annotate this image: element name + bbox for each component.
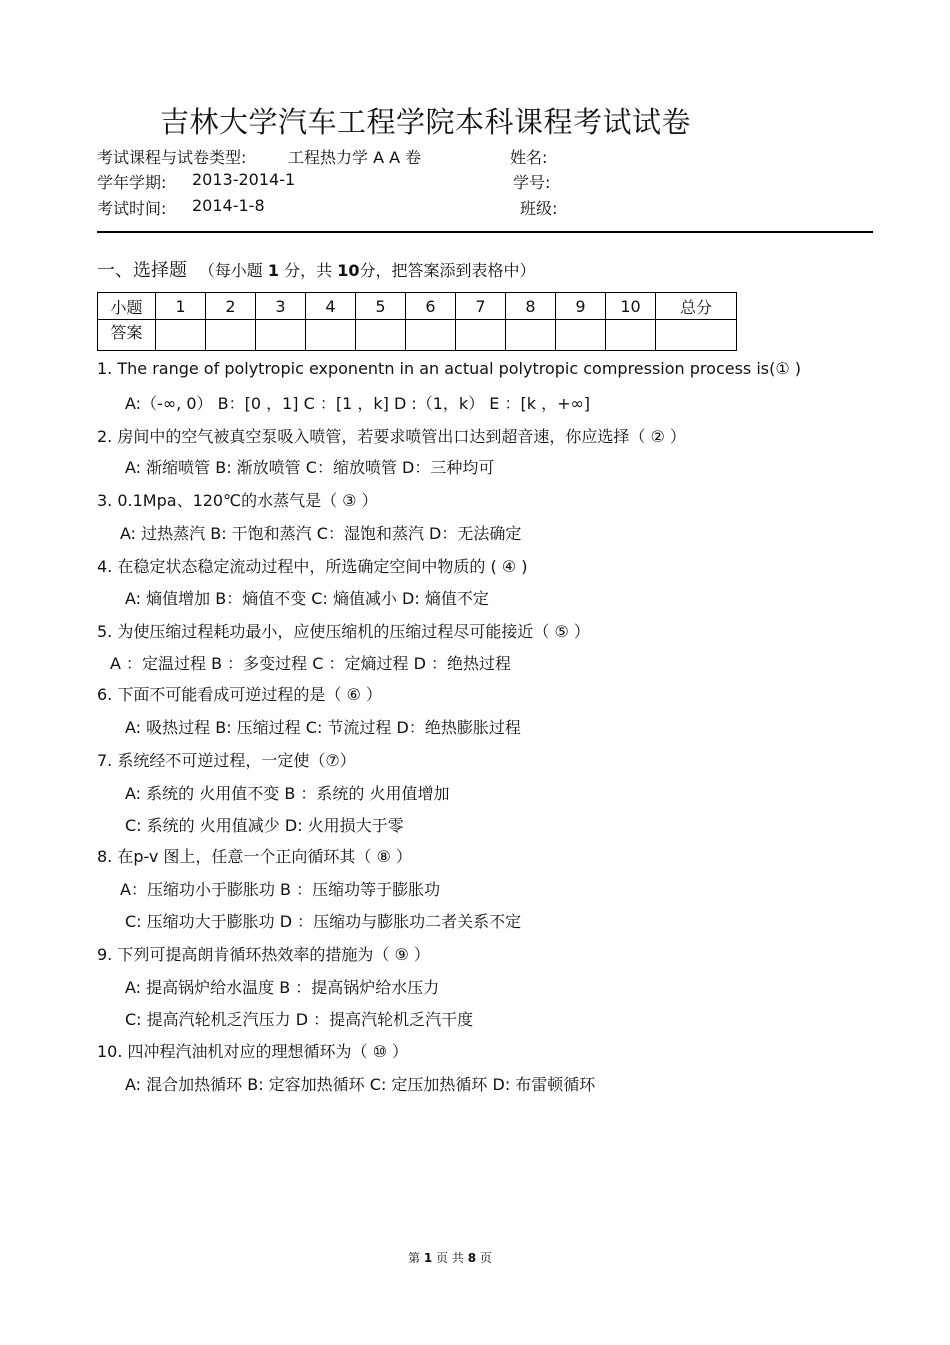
question-5-options: A ：定温过程 B ：多变过程 C ：定熵过程 D ：绝热过程 <box>110 654 512 673</box>
exam-title: 吉林大学汽车工程学院本科课程考试试卷 <box>160 105 692 139</box>
course-label: 考试课程与试卷类型: <box>97 148 247 167</box>
question-6-options: A: 吸热过程 B: 压缩过程 C: 节流过程 D：绝热膨胀过程 <box>125 718 521 737</box>
question-number-cell: 2 <box>206 293 256 320</box>
total-score-header: 总分 <box>656 293 737 320</box>
answer-cell[interactable] <box>206 320 256 351</box>
question-number-cell: 3 <box>256 293 306 320</box>
table-row <box>98 293 737 320</box>
term-value: 2013-2014-1 <box>192 170 296 189</box>
question-8-options-cd: C: 压缩功大于膨胀功 D ：压缩功与膨胀功二者关系不定 <box>125 912 522 931</box>
question-9-options-cd: C: 提高汽轮机乏汽压力 D ：提高汽轮机乏汽干度 <box>125 1010 474 1029</box>
question-2-options: A: 渐缩喷管 B: 渐放喷管 C：缩放喷管 D：三种均可 <box>125 458 495 477</box>
total-score-cell[interactable] <box>656 320 737 351</box>
answer-cell[interactable] <box>356 320 406 351</box>
question-10-options: A: 混合加热循环 B: 定容加热循环 C: 定压加热循环 D: 布雷顿循环 <box>125 1075 596 1094</box>
section-title: 一、选择题 <box>97 260 187 281</box>
class-label: 班级: <box>520 199 558 218</box>
question-6: 6. 下面不可能看成可逆过程的是（ ⑥ ） <box>97 685 382 704</box>
answer-header-cell: 答案 <box>98 320 156 351</box>
question-10: 10. 四冲程汽油机对应的理想循环为（ ⑩ ） <box>97 1042 409 1061</box>
date-label: 考试时间: <box>97 199 167 218</box>
question-number-cell: 1 <box>156 293 206 320</box>
term-label: 学年学期: <box>97 173 167 192</box>
answer-cell[interactable] <box>556 320 606 351</box>
question-7-options-cd: C: 系统的 火用值减少 D: 火用损大于零 <box>125 816 404 835</box>
question-3: 3. 0.1Mpa、120℃的水蒸气是（ ③ ） <box>97 491 378 510</box>
answer-table <box>97 292 737 351</box>
section-heading <box>97 256 535 282</box>
question-3-options: A: 过热蒸汽 B: 干饱和蒸汽 C：湿饱和蒸汽 D：无法确定 <box>120 524 522 543</box>
question-number-cell: 9 <box>556 293 606 320</box>
question-7-options-ab: A: 系统的 火用值不变 B ：系统的 火用值增加 <box>125 784 450 803</box>
answer-cell[interactable] <box>306 320 356 351</box>
page-number: 1 <box>423 1251 433 1265</box>
question-7: 7. 系统经不可逆过程，一定使（⑦） <box>97 751 356 770</box>
question-number-cell: 4 <box>306 293 356 320</box>
question-number-cell: 8 <box>506 293 556 320</box>
question-number-cell: 6 <box>406 293 456 320</box>
section-note: （每小题 1 分，共 10分，把答案添到表格中） <box>198 261 536 280</box>
question-8-options-ab: A：压缩功小于膨胀功 B ：压缩功等于膨胀功 <box>120 880 441 899</box>
table-row <box>98 320 737 351</box>
question-4-options: A: 熵值增加 B：熵值不变 C: 熵值减小 D: 熵值不定 <box>125 589 489 608</box>
answer-cell[interactable] <box>506 320 556 351</box>
header-divider <box>97 231 873 233</box>
question-number-cell: 7 <box>456 293 506 320</box>
page-footer: 第 1 页 共 8 页 <box>408 1251 492 1265</box>
date-value: 2014-1-8 <box>192 196 265 215</box>
answer-cell[interactable] <box>606 320 656 351</box>
name-label: 姓名: <box>510 148 548 167</box>
answer-cell[interactable] <box>256 320 306 351</box>
question-5: 5. 为使压缩过程耗功最小，应使压缩机的压缩过程尽可能接近（ ⑤ ） <box>97 622 590 641</box>
student-id-label: 学号: <box>513 173 551 192</box>
question-1-options: A:（-∞, 0） B：[0 ，1] C ：[1 ，k] D :（1，k） E ：[k ，+∞] <box>125 394 591 413</box>
question-number-cell: 10 <box>606 293 656 320</box>
question-9-options-ab: A: 提高锅炉给水温度 B ：提高锅炉给水压力 <box>125 978 440 997</box>
question-number-cell: 5 <box>356 293 406 320</box>
course-value: 工程热力学 A A 卷 <box>288 148 422 167</box>
question-4: 4. 在稳定状态稳定流动过程中，所选确定空间中物质的 ( ④ ) <box>97 557 528 576</box>
page-total: 8 <box>467 1251 477 1265</box>
question-1: 1. The range of polytropic exponentn in an actual polytropic compression process is(① ) <box>97 359 802 378</box>
question-8: 8. 在p-v 图上，任意一个正向循环其（ ⑧ ） <box>97 847 412 866</box>
question-header-cell: 小题 <box>98 293 156 320</box>
question-2: 2. 房间中的空气被真空泵吸入喷管，若要求喷管出口达到超音速，你应选择（ ② ） <box>97 427 686 446</box>
question-9: 9. 下列可提高朗肯循环热效率的措施为（ ⑨ ） <box>97 945 430 964</box>
answer-cell[interactable] <box>456 320 506 351</box>
answer-cell[interactable] <box>406 320 456 351</box>
answer-cell[interactable] <box>156 320 206 351</box>
